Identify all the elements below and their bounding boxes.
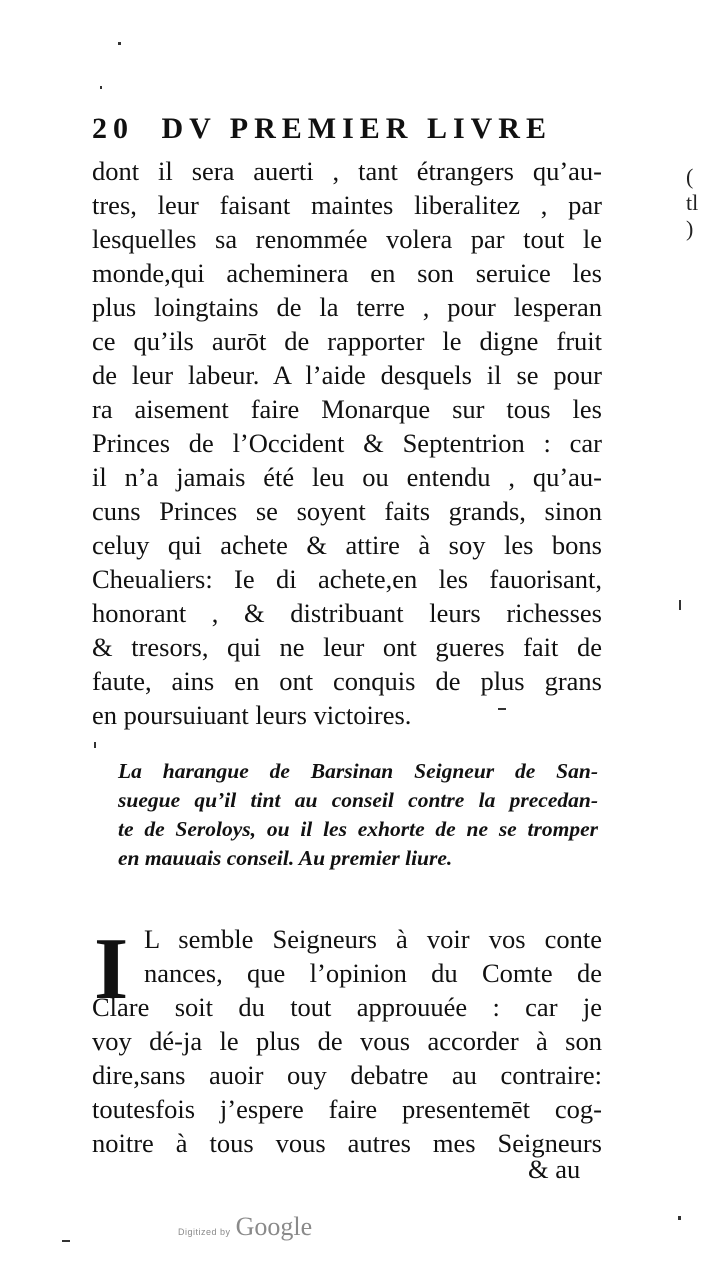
text-line: Clare soit du tout approuuée : car je: [92, 992, 602, 1022]
page-number: 20: [92, 112, 134, 145]
text-line: Princes de l’Occident & Septentrion : car: [92, 428, 602, 458]
text-line: tres, leur faisant maintes liberalitez , par: [92, 190, 602, 220]
digitization-watermark: [178, 1212, 312, 1242]
text-line: noitre à tous vous autres mes Seigneurs: [92, 1128, 602, 1158]
text-line: ce qu’ils aurōt de rapporter le digne fruit: [92, 326, 602, 356]
body-text-bottom: [92, 922, 602, 1160]
text-line: lesquelles sa renommée volera par tout le: [92, 224, 602, 254]
text-line: Cheualiers: Ie di achete,en les fauorisant,: [92, 564, 602, 594]
text-line: honorant , & distribuant leurs richesses: [92, 598, 602, 628]
heading-line: La harangue de Barsinan Seigneur de San-: [118, 759, 598, 783]
catchword: & au: [528, 1154, 581, 1184]
text-line: voy dé-ja le plus de vous accorder à son: [92, 1026, 602, 1056]
watermark-brand: Google: [235, 1212, 313, 1241]
text-line: monde,qui acheminera en son seruice les: [92, 258, 602, 288]
text-line: dire,sans auoir ouy debatre au contraire:: [92, 1060, 602, 1090]
heading-line: en mauuais conseil. Au premier liure.: [118, 846, 453, 870]
body-text-top: [92, 154, 602, 732]
text-line: L semble Seigneurs à voir vos conte: [144, 924, 602, 954]
ink-speck: [498, 708, 506, 710]
text-line: dont il sera auerti , tant étrangers qu’au-: [92, 156, 602, 186]
text-line: ra aisement faire Monarque sur tous les: [92, 394, 602, 424]
text-line: faute, ains en ont conquis de plus grans: [92, 666, 602, 696]
text-line: toutesfois j’espere faire presentemēt cog-: [92, 1094, 602, 1124]
drop-cap-letter: I: [94, 921, 129, 1018]
watermark-prefix: Digitized by: [178, 1227, 231, 1237]
fragment-mark: ): [686, 216, 694, 241]
text-line: de leur labeur. A l’aide desquels il se pour: [92, 360, 602, 390]
text-line: cuns Princes se soyent faits grands, sinon: [92, 496, 602, 526]
text-line: nances, que l’opinion du Comte de: [144, 958, 602, 988]
section-heading: [118, 757, 598, 873]
fragment-mark: (: [686, 164, 694, 189]
adjacent-page-fragment: [686, 164, 706, 242]
text-line: il n’a jamais été leu ou entendu , qu’au-: [92, 462, 602, 492]
fragment-mark: tl: [686, 190, 699, 215]
ink-speck: [678, 1216, 681, 1220]
running-header: [92, 112, 592, 146]
heading-line: suegue qu’il tint au conseil contre la precedan-: [118, 788, 598, 812]
running-title: DV PREMIER LIVRE: [161, 112, 552, 145]
heading-line: te de Seroloys, ou il les exhorte de ne se tromper: [118, 817, 598, 841]
text-line: celuy qui achete & attire à soy les bons: [92, 530, 602, 560]
ink-speck: [100, 86, 102, 89]
ink-speck: [94, 742, 96, 748]
ink-speck: [679, 600, 681, 610]
text-line: plus loingtains de la terre , pour lesperan: [92, 292, 602, 322]
ink-speck: [62, 1240, 70, 1242]
text-line: & tresors, qui ne leur ont gueres fait de: [92, 632, 602, 662]
ink-speck: [118, 42, 121, 45]
text-line: en poursuiuant leurs victoires.: [92, 700, 412, 730]
